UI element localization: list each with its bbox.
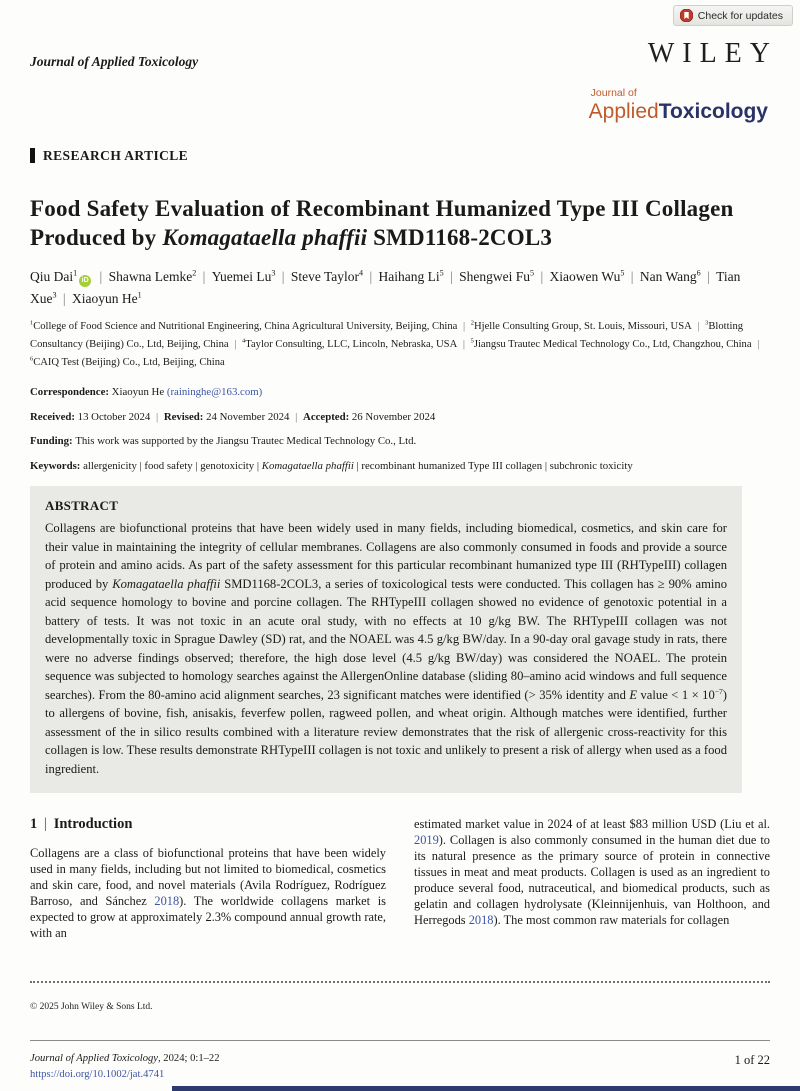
text-segment: 4 bbox=[242, 337, 246, 345]
text-segment: Xiaowen Wu bbox=[549, 269, 621, 285]
text-segment: Journal of Applied Toxicology bbox=[30, 1053, 158, 1064]
text-segment: 26 November 2024 bbox=[351, 410, 436, 423]
text-segment: | bbox=[199, 269, 209, 285]
text-segment: −7 bbox=[714, 686, 723, 696]
text-segment: 1 bbox=[30, 319, 34, 327]
article-type-bar bbox=[30, 148, 35, 163]
introduction-section bbox=[30, 816, 770, 941]
text-segment: 5 bbox=[439, 268, 444, 278]
wiley-logo: WILEY bbox=[647, 38, 778, 69]
text-segment: Funding: bbox=[30, 435, 76, 448]
text-segment: Correspondence: bbox=[30, 385, 112, 398]
article-type bbox=[30, 148, 770, 164]
text-segment: Komagataella phaffii bbox=[112, 576, 221, 591]
text-segment: Steve Taylor bbox=[290, 269, 360, 285]
journal-logo-applied: Applied bbox=[588, 99, 659, 123]
header bbox=[30, 38, 778, 70]
text-segment: College of Food Science and Nutritional Engineering, China Agricultural University, Beijing, China bbox=[33, 321, 458, 333]
text-segment: | bbox=[694, 321, 703, 333]
journal-logo-lockup bbox=[589, 88, 768, 122]
text-segment: 1 bbox=[73, 268, 78, 278]
journal-logo-journal-of: Journal of bbox=[590, 87, 637, 99]
text-segment: | bbox=[537, 269, 547, 285]
text-segment: 6 bbox=[30, 355, 34, 363]
text-segment: Nan Wang bbox=[639, 269, 697, 285]
footer-divider bbox=[30, 1040, 770, 1041]
journal-logo-toxicology: Toxicology bbox=[658, 99, 768, 123]
text-segment: Hjelle Consulting Group, St. Louis, Missouri, USA bbox=[473, 321, 692, 333]
text-segment: 3 bbox=[271, 268, 276, 278]
text-segment: | bbox=[40, 816, 51, 832]
text-segment: Accepted: bbox=[303, 410, 352, 423]
text-segment: ). The most common raw materials for collagen bbox=[493, 913, 730, 927]
text-segment: Keywords: bbox=[30, 459, 84, 472]
abstract-body bbox=[45, 519, 727, 778]
column-right bbox=[414, 816, 770, 941]
author-list bbox=[30, 266, 770, 309]
text-segment: , 2024; 0:1–22 bbox=[158, 1053, 220, 1064]
text-segment: ) to allergens of bovine, fish, anisakis, feverfew pollen, ragweed pollen, and wheat origin. Although matches were identified, further assessment of the in silico results combined with a literature review demonstrates that the risk of allergenic cross-reactivity for this collagen is low. These results demonstrate RHTypeIII collagen is not toxic and unlikely to present a risk of allergy when used as a food ingredient. bbox=[45, 687, 727, 776]
text-segment: Komagataella phaffii bbox=[162, 225, 368, 251]
journal-citation bbox=[30, 1051, 220, 1067]
inline-link[interactable]: 2018 bbox=[468, 913, 494, 927]
inline-link[interactable]: 2018 bbox=[154, 894, 180, 908]
text-segment: SMD1168-2COL3, a series of toxicological tests were conducted. This collagen has ≥ 90% amino acid sequence homology to bovine and porcine collagen. The RHTypeIII collagen showed no evidence of genotoxic potential in a battery of tests. It was not toxic in an acute oral study, with no effects at 10 g/kg BW. The RHTypeIII collagen was not developmentally toxic in Sprague Dawley (SD) rat, and the NOAEL was 4.5 g/kg BW/day. In a 90-day oral gavage study in rats, there were no adverse findings observed; therefore, the high dose level (4.5 g/kg BW/day) was considered the NOAEL. The protein sequence was subjected to homology searches against the AllergenOnline database (sliding 80–amino acid windows and full sequence searches). From the 80-amino acid alignment searches, 23 significant matches were identified (> 35% identity and bbox=[45, 576, 728, 702]
column-left bbox=[30, 816, 386, 941]
footnote-divider bbox=[30, 981, 770, 983]
text-segment: 24 November 2024 bbox=[206, 410, 290, 423]
text-segment: 2 bbox=[192, 268, 197, 278]
page-edge-bar bbox=[172, 1086, 800, 1091]
journal-logo-title bbox=[589, 101, 768, 122]
text-segment: E bbox=[629, 687, 638, 702]
inline-link[interactable]: (raininghe@163.com) bbox=[166, 385, 263, 398]
text-segment: 2 bbox=[470, 319, 474, 327]
text-segment: | bbox=[627, 269, 637, 285]
article-type-label: RESEARCH ARTICLE bbox=[43, 147, 189, 163]
abstract-box bbox=[30, 486, 742, 793]
crossmark-icon bbox=[680, 9, 693, 22]
text-segment: SMD1168-2COL3 bbox=[367, 225, 553, 251]
correspondence-line bbox=[30, 385, 770, 401]
text-segment: Shengwei Fu bbox=[459, 269, 531, 285]
text-segment: 3 bbox=[705, 319, 709, 327]
journal-name: Journal of Applied Toxicology bbox=[30, 54, 199, 69]
text-segment: | bbox=[96, 269, 106, 285]
text-segment: | bbox=[153, 410, 161, 423]
text-segment: Komagataella phaffii bbox=[261, 459, 354, 472]
text-segment: Tian Xue bbox=[30, 269, 741, 306]
text-segment: Xiaoyun He bbox=[111, 385, 167, 398]
check-for-updates-label: Check for updates bbox=[697, 9, 783, 22]
text-segment: 13 October 2024 bbox=[77, 410, 151, 423]
introduction-paragraph-right bbox=[414, 816, 770, 928]
page-number: 1 of 22 bbox=[734, 1053, 770, 1067]
text-segment: CAIQ Test (Beijing) Co., Ltd, Beijing, China bbox=[33, 357, 225, 369]
text-segment: Introduction bbox=[53, 816, 133, 832]
text-segment: 1 bbox=[137, 290, 142, 300]
text-segment: | bbox=[278, 269, 288, 285]
introduction-heading bbox=[30, 816, 386, 833]
footer-citation bbox=[30, 1051, 220, 1083]
orcid-icon[interactable]: iD bbox=[79, 275, 91, 287]
text-segment: 5 bbox=[530, 268, 535, 278]
text-segment: value < 1 × 10 bbox=[637, 687, 715, 702]
keywords-line bbox=[30, 459, 770, 475]
text-segment: 4 bbox=[359, 268, 364, 278]
check-for-updates-button[interactable] bbox=[673, 5, 793, 26]
text-segment: Collagens are a class of biofunctional proteins that have been widely used in many fields, including but not limited to biomedical, cosmetics and skin care, food, and novel materials (Avila Rodríguez, Rodríguez Barroso, and Sánchez bbox=[30, 846, 386, 908]
text-segment: 5 bbox=[470, 337, 474, 345]
text-segment: Xiaoyun He bbox=[72, 290, 138, 306]
text-segment: Shawna Lemke bbox=[108, 269, 193, 285]
text-segment: | bbox=[754, 339, 760, 351]
text-segment: Revised: bbox=[163, 410, 207, 423]
affiliations bbox=[30, 318, 770, 371]
text-segment: | bbox=[59, 290, 69, 306]
text-segment: | recombinant humanized Type III collagen | subchronic toxicity bbox=[353, 459, 633, 472]
funding-line bbox=[30, 434, 770, 450]
text-segment: | bbox=[231, 339, 240, 351]
text-segment: This work was supported by the Jiangsu Trautec Medical Technology Co., Ltd. bbox=[75, 435, 417, 448]
doi-link[interactable]: https://doi.org/10.1002/jat.4741 bbox=[30, 1068, 165, 1080]
text-segment: ). The worldwide collagens market is expected to grow at approximately 2.3% compound annual growth rate, with an bbox=[30, 894, 386, 940]
text-segment: | bbox=[366, 269, 376, 285]
dates-line bbox=[30, 410, 770, 426]
text-segment: 6 bbox=[696, 268, 701, 278]
text-segment: Food Safety Evaluation of Recombinant Humanized Type III Collagen Produced by bbox=[30, 195, 734, 251]
text-segment: ). Collagen is also commonly consumed in the human diet due to its natural presence as the primary source of protein in connective tissues in meat and meat products. Collagen is used as an ingredient to produce several food, nutraceutical, and biomedical products, such as gelatin and collagen hydrolysate (Kleinnijenhuis, van Holthoon, and Herregods bbox=[414, 833, 770, 927]
text-segment: 5 bbox=[620, 268, 625, 278]
article-title bbox=[30, 194, 770, 254]
text-segment: Yuemei Lu bbox=[211, 269, 272, 285]
text-segment: allergenicity | food safety | genotoxicity | bbox=[83, 459, 262, 472]
inline-link[interactable]: 2019 bbox=[414, 833, 439, 847]
introduction-paragraph-left bbox=[30, 845, 386, 941]
text-segment: 1 bbox=[30, 816, 38, 832]
text-segment: Qiu Dai bbox=[30, 269, 74, 285]
abstract-heading: ABSTRACT bbox=[45, 498, 119, 514]
text-segment: Taylor Consulting, LLC, Lincoln, Nebraska, USA bbox=[245, 339, 458, 351]
text-segment: Jiangsu Trautec Medical Technology Co., Ltd, Changzhou, China bbox=[473, 339, 752, 351]
text-segment: 3 bbox=[52, 290, 57, 300]
text-segment: | bbox=[460, 321, 468, 333]
text-segment: Received: bbox=[30, 410, 78, 423]
text-segment: | bbox=[703, 269, 714, 285]
text-segment: Blotting Consultancy (Beijing) Co., Ltd, Beijing, China bbox=[30, 321, 744, 351]
text-segment: estimated market value in 2024 of at least $83 million USD (Liu et al. bbox=[414, 817, 770, 831]
copyright-line: © 2025 John Wiley & Sons Ltd. bbox=[30, 1002, 153, 1012]
text-segment: Haihang Li bbox=[378, 269, 440, 285]
text-segment: | bbox=[446, 269, 457, 285]
text-segment: | bbox=[292, 410, 301, 423]
text-segment: Collagens are biofunctional proteins that have been widely used in many fields, including biomedical, cosmetics, and skin care for their value in maintaining the integrity of cellular membranes. Collagens are also commonly consumed in foods and provide a source of protein and amino acids. As part of the safety assessment for this particular recombinant humanized type III (RHTypeIII) collagen produced by bbox=[45, 521, 727, 591]
text-segment: | bbox=[460, 339, 468, 351]
journal-logo bbox=[0, 88, 768, 122]
